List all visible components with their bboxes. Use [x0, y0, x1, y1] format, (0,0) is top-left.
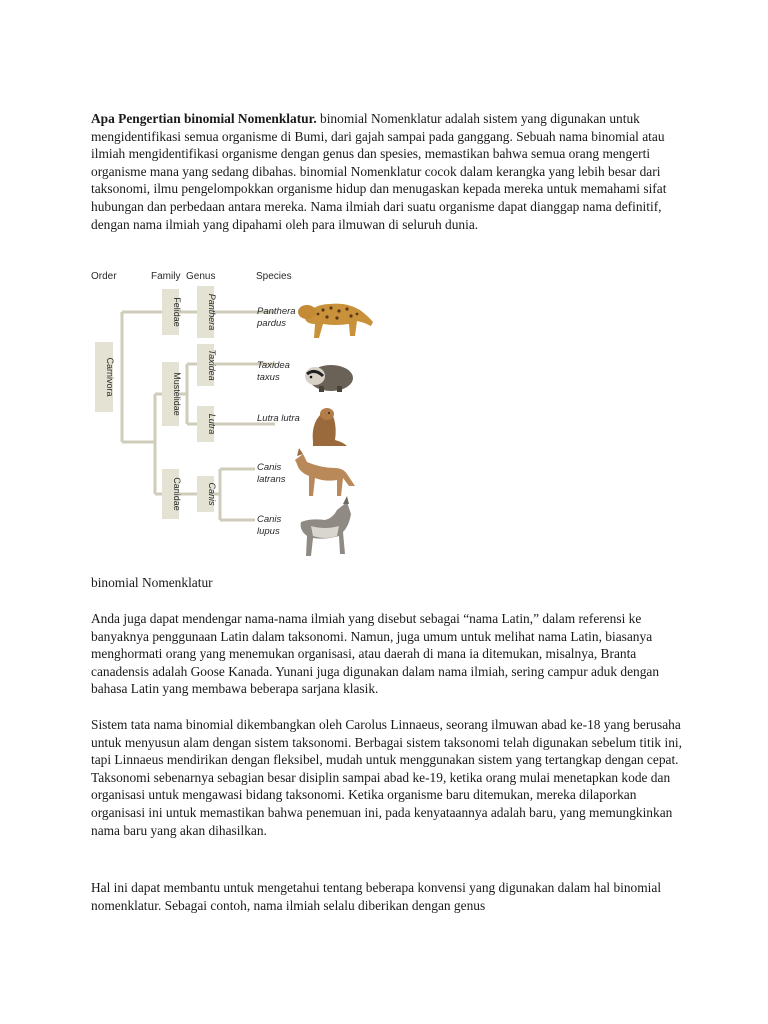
paragraph-conventions: Hal ini dapat membantu untuk mengetahui tentang beberapa konvensi yang digunakan dalam hal binomial nomenklatur. Sebagai contoh, nama ilmiah selalu diberikan dengan genus	[91, 880, 662, 913]
paragraph-latin-names: Anda juga dapat mendengar nama-nama ilmiah yang disebut sebagai “nama Latin,” dalam referensi ke banyaknya penggunaan Latin dalam taksonomi. Namun, juga umum untuk melihat nama Latin, biasanya menghormati orang yang menemukan organisasi, atau daerah di mana ia ditemukan, misalnya, Branta canadensis adalah Goose Kanada. Yunani juga digunakan dalam nama ilmiah, sering campur aduk dengan bahasa Latin yang membawa beberapa sarjana klasik.	[91, 611, 660, 697]
family-label-mustelidae: Mustelidae	[172, 372, 182, 416]
leopard-illustration	[298, 304, 373, 338]
otter-illustration	[313, 408, 347, 446]
species-1-line2: pardus	[257, 318, 287, 329]
header-family: Family	[151, 271, 181, 282]
family-label-felidae: Felidae	[172, 297, 182, 327]
intro-body: binomial Nomenklatur adalah sistem yang digunakan untuk mengidentifikasi semua organisme di Bumi, dari gajah sampai pada ganggang. Sebuah nama binomial atau ilmiah mengidentifikasi organisme dengan genus dan spesies, memastikan bahwa semua orang mengerti organisme mana yang sedang dibahas. binomial Nomenklatur cocok dalam kerangka yang lebih besar dari taksonomi, ilmu pengelompokkan organisme hidup dan menugaskan kepada mereka untuk memahami sifat hubungan dan perbedaan antara mereka. Nama ilmiah dari suatu organisme dapat dianggap nama definitif, dengan nama ilmiah yang dipahami oleh para ilmuwan di seluruh dunia.	[91, 111, 667, 232]
paragraph-linnaeus: Sistem tata nama binomial dikembangkan oleh Carolus Linnaeus, seorang ilmuwan abad ke-18 yang berusaha untuk menyusun alam dengan sistem taksonomi. Berbagai sistem taksonomi telah digunakan sebelum titik ini, tapi Linnaeus mendirikan dengan fleksibel, mudah untuk menggunakan sistem yang tertangkap dengan cepat. Taksonomi sebenarnya sebagian besar disiplin sampai abad ke-19, ketika orang mulai menetapkan kode dan organisasi untuk mengawasi bidang taksonomi. Ketika organisme baru ditemukan, mereka dilaporkan organisasi ini untuk memastikan bahwa penemuan ini, pada kenyataannya adalah baru, yang memungkinkan nama baru yang akan dihasilkan.	[91, 717, 682, 838]
species-3-line1: Lutra lutra	[257, 413, 300, 424]
family-label-canidae: Canidae	[172, 477, 182, 511]
intro-title: Apa Pengertian binomial Nomenklatur.	[91, 111, 317, 126]
intro-paragraph	[91, 110, 683, 233]
genus-label-taxidea: Taxidea	[207, 349, 217, 381]
species-4-line1: Canis	[257, 462, 282, 473]
badger-illustration	[305, 365, 353, 392]
header-species: Species	[256, 271, 292, 282]
genus-label-lutra: Lutra	[207, 413, 217, 435]
genus-label-panthera: Panthera	[207, 293, 217, 331]
species-2-line2: taxus	[257, 372, 280, 383]
species-5-line2: lupus	[257, 526, 280, 537]
species-5-line1: Canis	[257, 514, 282, 525]
genus-label-canis: Canis	[207, 482, 217, 506]
species-2-line1: Taxidea	[257, 360, 290, 371]
figure-caption: binomial Nomenklatur	[91, 575, 213, 590]
coyote-illustration	[295, 448, 355, 496]
species-1-line1: Panthera	[257, 306, 296, 317]
header-order: Order	[91, 271, 117, 282]
wolf-illustration	[301, 496, 351, 556]
order-label: Carnivora	[105, 357, 115, 397]
header-genus: Genus	[186, 271, 216, 282]
taxonomy-diagram	[85, 264, 385, 564]
species-4-line2: latrans	[257, 474, 286, 485]
